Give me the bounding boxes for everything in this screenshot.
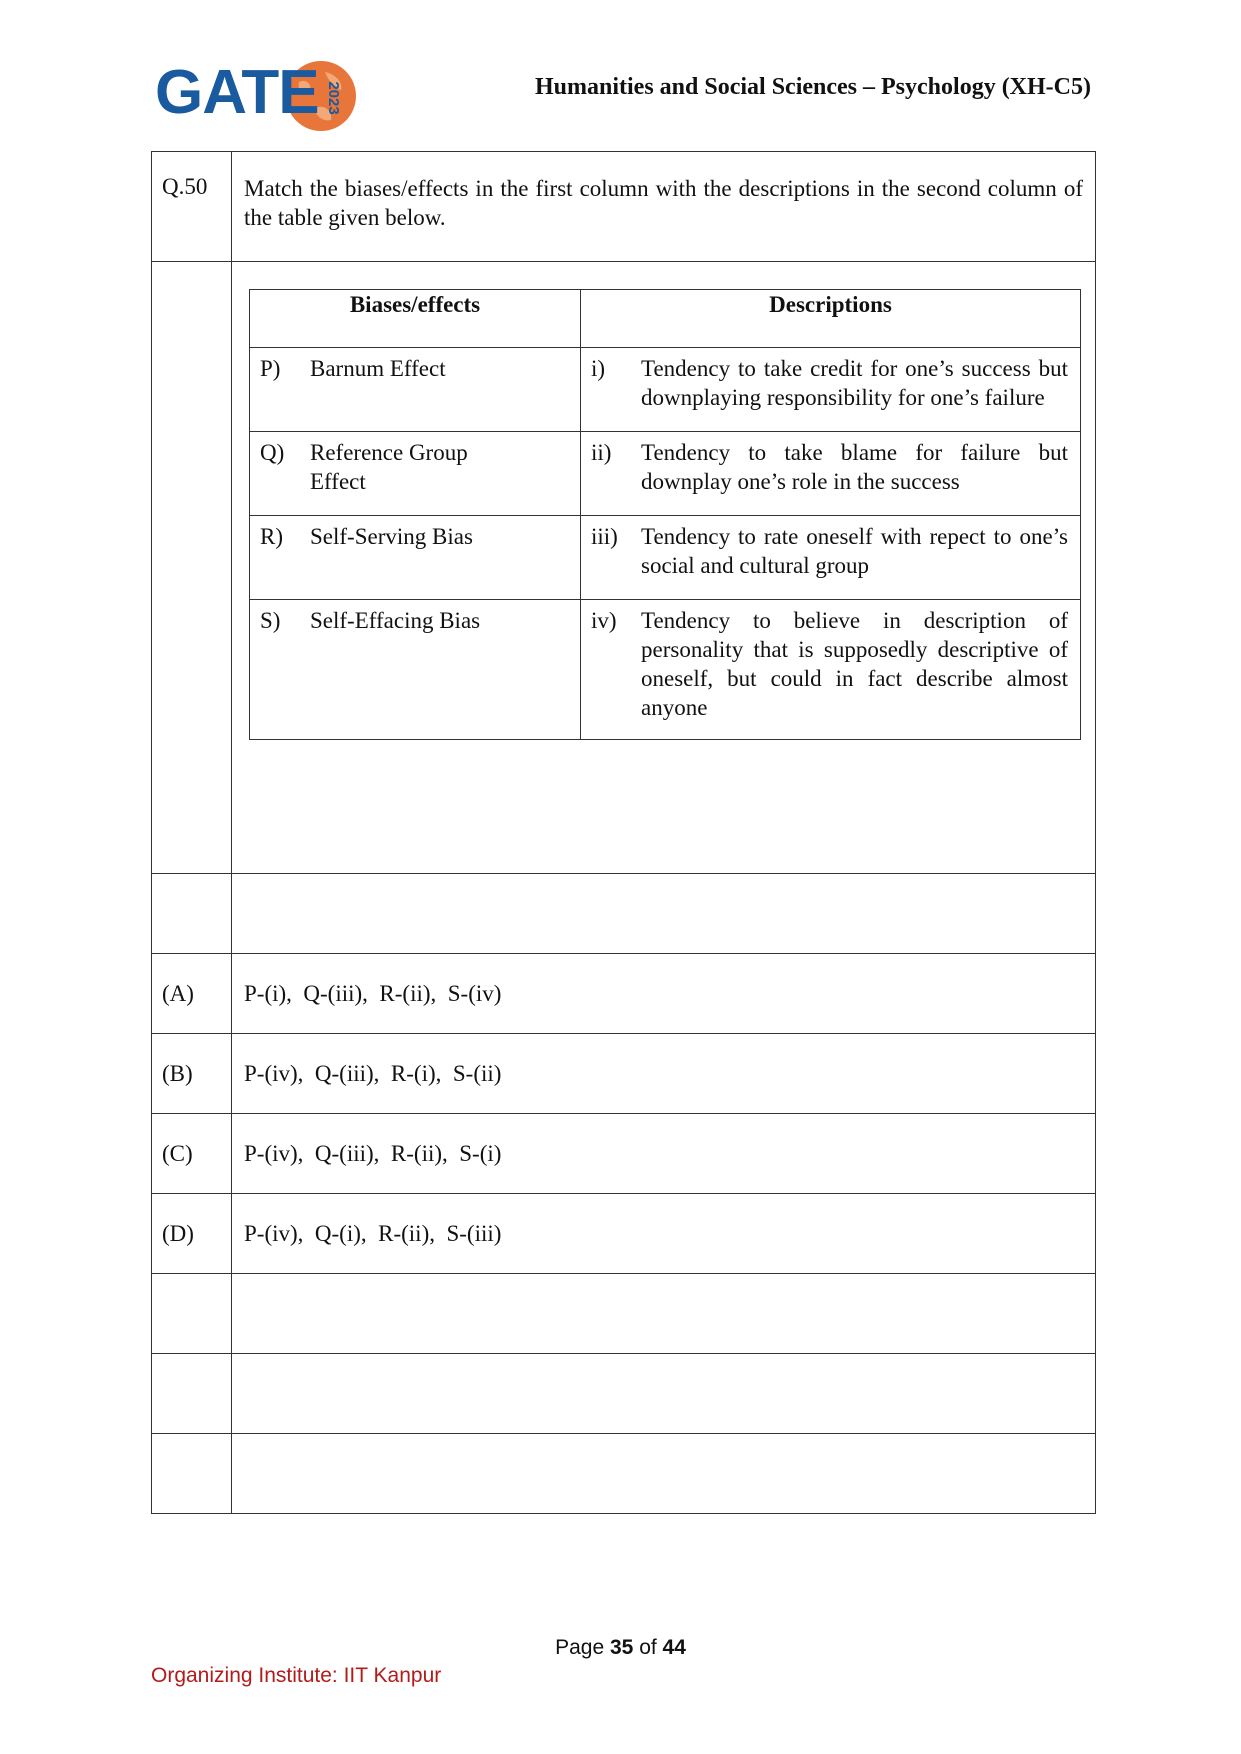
option-text: P-(iv), Q-(i), R-(ii), S-(iii) [232, 1194, 1096, 1274]
blank-row [152, 1354, 1096, 1434]
option-row-c [152, 1114, 1096, 1194]
matching-table [249, 289, 1081, 740]
option-label: (A) [152, 954, 232, 1034]
table-row [250, 348, 1081, 432]
option-label: (D) [152, 1194, 232, 1274]
option-text: P-(iv), Q-(iii), R-(ii), S-(i) [232, 1114, 1096, 1194]
bias-label: Q) [260, 440, 285, 465]
blank-row [152, 1274, 1096, 1354]
column-header-descriptions: Descriptions [581, 290, 1081, 348]
option-label: (B) [152, 1034, 232, 1114]
page-header-title: Humanities and Social Sciences – Psychology (XH-C5) [535, 74, 1091, 100]
bias-label: S) [260, 608, 281, 633]
description-text: Tendency to rate oneself with repect to one’s social and cultural group [641, 524, 1068, 578]
description-text: Tendency to take credit for one’s success but downplaying responsibility for one’s failure [641, 356, 1068, 410]
question-row [152, 152, 1096, 262]
option-row-a [152, 954, 1096, 1034]
bias-text: Self-Serving Bias [310, 524, 473, 549]
option-row-d [152, 1194, 1096, 1274]
description-label: iv) [591, 608, 617, 633]
option-row-b [152, 1034, 1096, 1114]
organizing-institute: Organizing Institute: IIT Kanpur [151, 1664, 442, 1687]
table-row [250, 516, 1081, 600]
question-number: Q.50 [152, 152, 232, 262]
logo-text: GATE [155, 58, 319, 127]
bias-text: Reference Group Effect [310, 440, 468, 494]
description-label: iii) [591, 524, 618, 549]
total-pages: 44 [662, 1636, 686, 1659]
bias-text: Barnum Effect [310, 356, 446, 381]
matching-table-row [152, 262, 1096, 874]
blank-row [152, 874, 1096, 954]
description-text: Tendency to believe in description of personality that is supposedly descriptive of oneself, but could in fact describe almost anyone [641, 608, 1068, 720]
table-row [250, 600, 1081, 740]
blank-row [152, 1434, 1096, 1514]
bias-label: R) [260, 524, 283, 549]
page-number: Page 35 of 44 [555, 1636, 686, 1659]
bias-label: P) [260, 356, 281, 381]
option-text: P-(i), Q-(iii), R-(ii), S-(iv) [232, 954, 1096, 1034]
table-row [250, 432, 1081, 516]
logo-year: 2023 [325, 81, 342, 115]
option-text: P-(iv), Q-(iii), R-(i), S-(ii) [232, 1034, 1096, 1114]
description-text: Tendency to take blame for failure but downplay one’s role in the success [641, 440, 1068, 494]
column-header-biases: Biases/effects [250, 290, 581, 348]
bias-text: Self-Effacing Bias [310, 608, 481, 633]
current-page: 35 [609, 1636, 634, 1659]
description-label: i) [591, 356, 606, 381]
gate-logo [155, 58, 365, 140]
description-label: ii) [591, 440, 612, 465]
question-text: Match the biases/effects in the first column with the descriptions in the second column of the table given below. [244, 176, 1083, 230]
question-table [151, 151, 1096, 1514]
option-label: (C) [152, 1114, 232, 1194]
